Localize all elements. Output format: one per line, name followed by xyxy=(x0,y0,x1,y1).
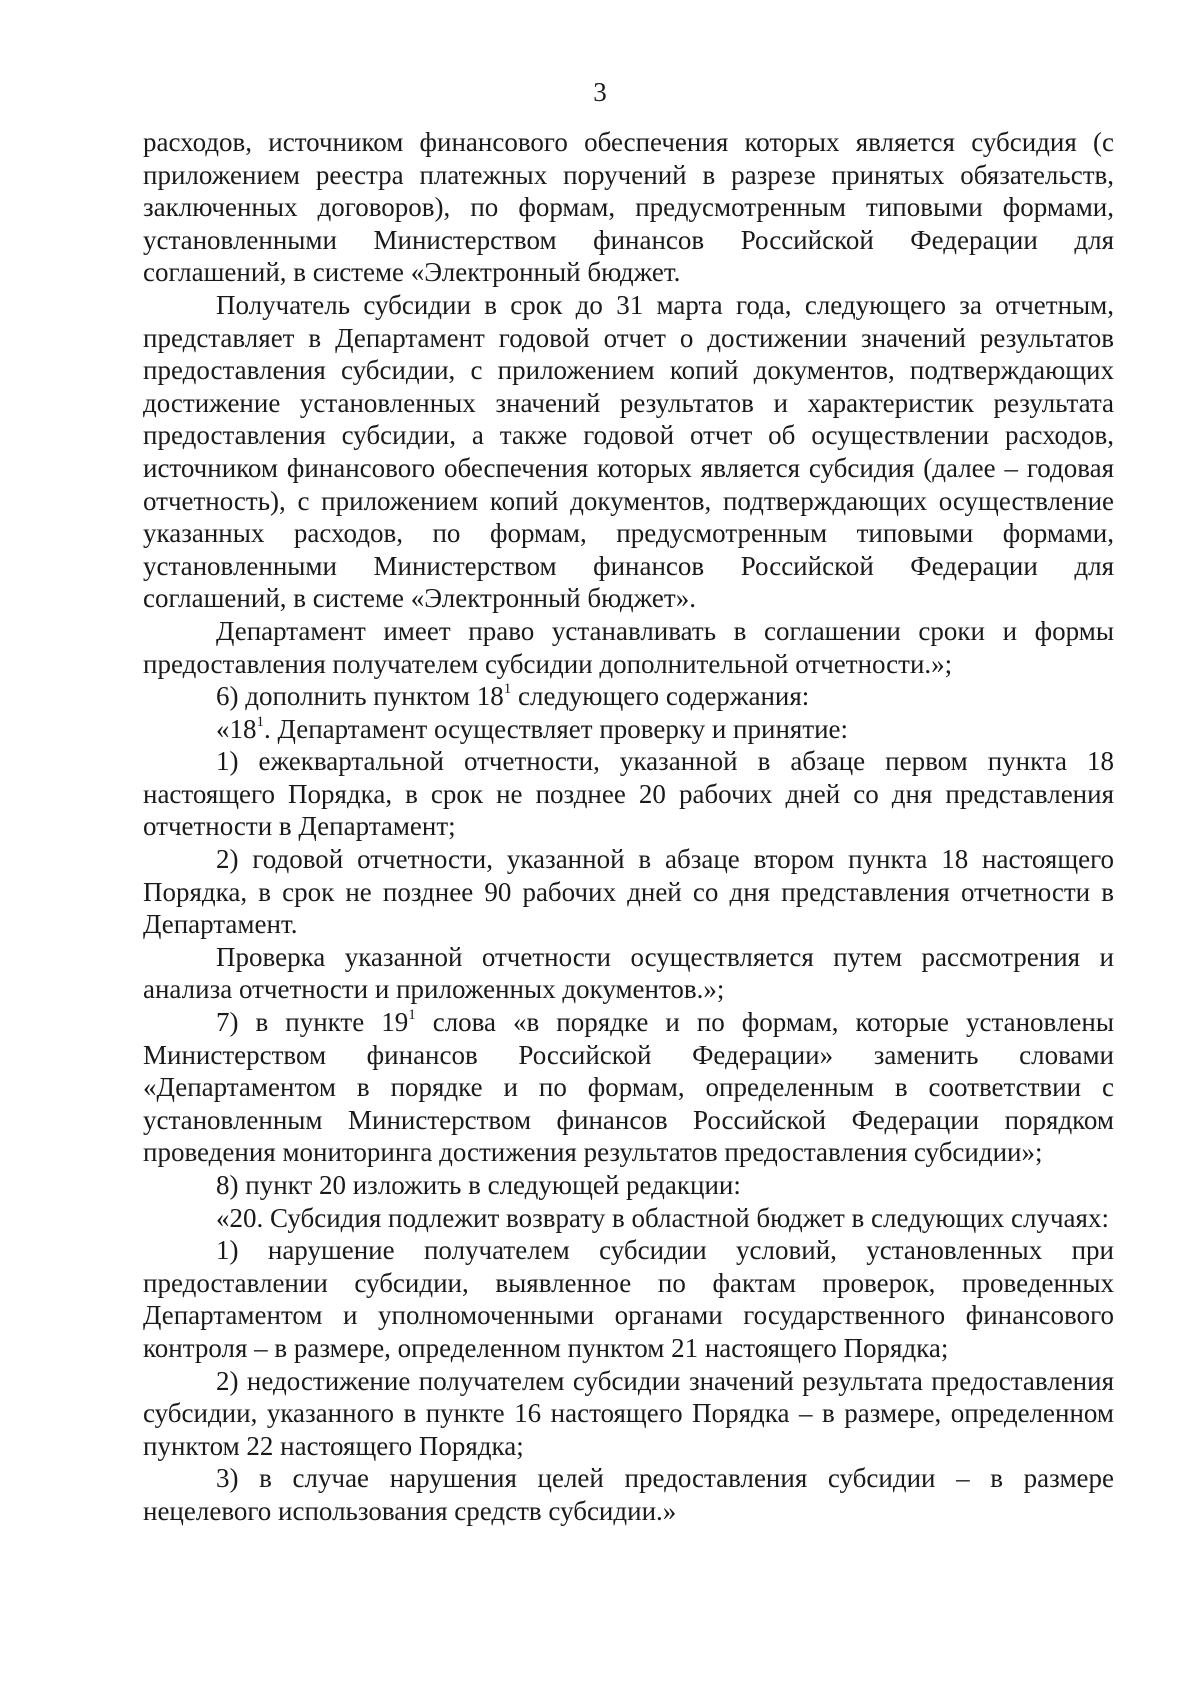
paragraph: «20. Субсидия подлежит возврату в областной бюджет в следующих случаях: xyxy=(216,1202,1109,1233)
paragraph: Департамент имеет право устанавливать в соглашении сроки и формы предоставления получателем субсидии дополнительной отчетности.»; xyxy=(143,615,1114,679)
paragraph: 8) пункт 20 изложить в следующей редакции: xyxy=(216,1170,741,1200)
paragraph: 1) нарушение получателем субсидии условий, установленных при предоставлении субсидии, выявленное по фактам проверок, проведенных Департаментом и уполномоченными органами государственного финансового контроля – в размере, определенном пунктом 21 настоящего Порядка; xyxy=(143,1235,1114,1363)
paragraph: расходов, источником финансового обеспечения которых является субсидия (с приложением реестра платежных поручений в разрезе принятых обязательств, заключенных договоров), по формам, предусмотренным типовыми формами, установленными Министерством финансов Российской Федерации для соглашений, в системе «Электронный бюджет. xyxy=(143,127,1114,288)
text-segment: 7) в пункте 19 xyxy=(216,1007,409,1038)
text-segment: 6) дополнить пунктом 18 xyxy=(216,681,504,712)
text-segment: . Департамент осуществляет проверку и принятие: xyxy=(264,713,849,744)
paragraph: Проверка указанной отчетности осуществляется путем рассмотрения и анализа отчетности и приложенных документов.»; xyxy=(143,941,1114,1005)
document-body xyxy=(143,126,1114,1528)
text-segment: «18 xyxy=(216,713,257,744)
page-number: 3 xyxy=(593,77,607,107)
superscript: 1 xyxy=(256,713,264,730)
paragraph-item-7 xyxy=(143,1006,1114,1169)
superscript: 1 xyxy=(408,1007,416,1024)
text-segment: слова «в порядке и по формам, которые установлены Министерством финансов Российской Федерации» заменить словами «Департаментом в порядке и по формам, определенным в соответствии с установленным Министерством финансов Российской Федерации порядком проведения мониторинга достижения результатов предоставления субсидии»; xyxy=(143,1007,1114,1168)
superscript: 1 xyxy=(503,681,512,698)
paragraph: 2) годовой отчетности, указанной в абзаце втором пункта 18 настоящего Порядка, в срок не позднее 90 рабочих дней со дня представления отчетности в Департамент. xyxy=(143,844,1114,940)
paragraph-item-18-1 xyxy=(143,713,1114,746)
text-segment: следующего содержания: xyxy=(511,681,810,712)
paragraph: 1) ежеквартальной отчетности, указанной в абзаце первом пункта 18 настоящего Порядка, в срок не позднее 20 рабочих дней со дня представления отчетности в Департамент; xyxy=(143,746,1114,842)
paragraph: 3) в случае нарушения целей предоставления субсидии – в размере нецелевого использования средств субсидии.» xyxy=(143,1463,1114,1526)
paragraph: 2) недостижение получателем субсидии значений результата предоставления субсидии, указанного в пункте 16 настоящего Порядка – в размере, определенном пунктом 22 настоящего Порядка; xyxy=(143,1365,1114,1461)
paragraph-item-6 xyxy=(143,680,1114,713)
paragraph: Получатель субсидии в срок до 31 марта года, следующего за отчетным, представляет в Департамент годовой отчет о достижении значений результатов предоставления субсидии, с приложением копий документов, подтверждающих достижение установленных значений результатов и характеристик результата предоставления субсидии, а также годовой отчет об осуществлении расходов, источником финансового обеспечения которых является субсидия (далее – годовая отчетность), с приложением копий документов, подтверждающих осуществление указанных расходов, по формам, предусмотренным типовыми формами, установленными Министерством финансов Российской Федерации для соглашений, в системе «Электронный бюджет». xyxy=(143,289,1114,614)
